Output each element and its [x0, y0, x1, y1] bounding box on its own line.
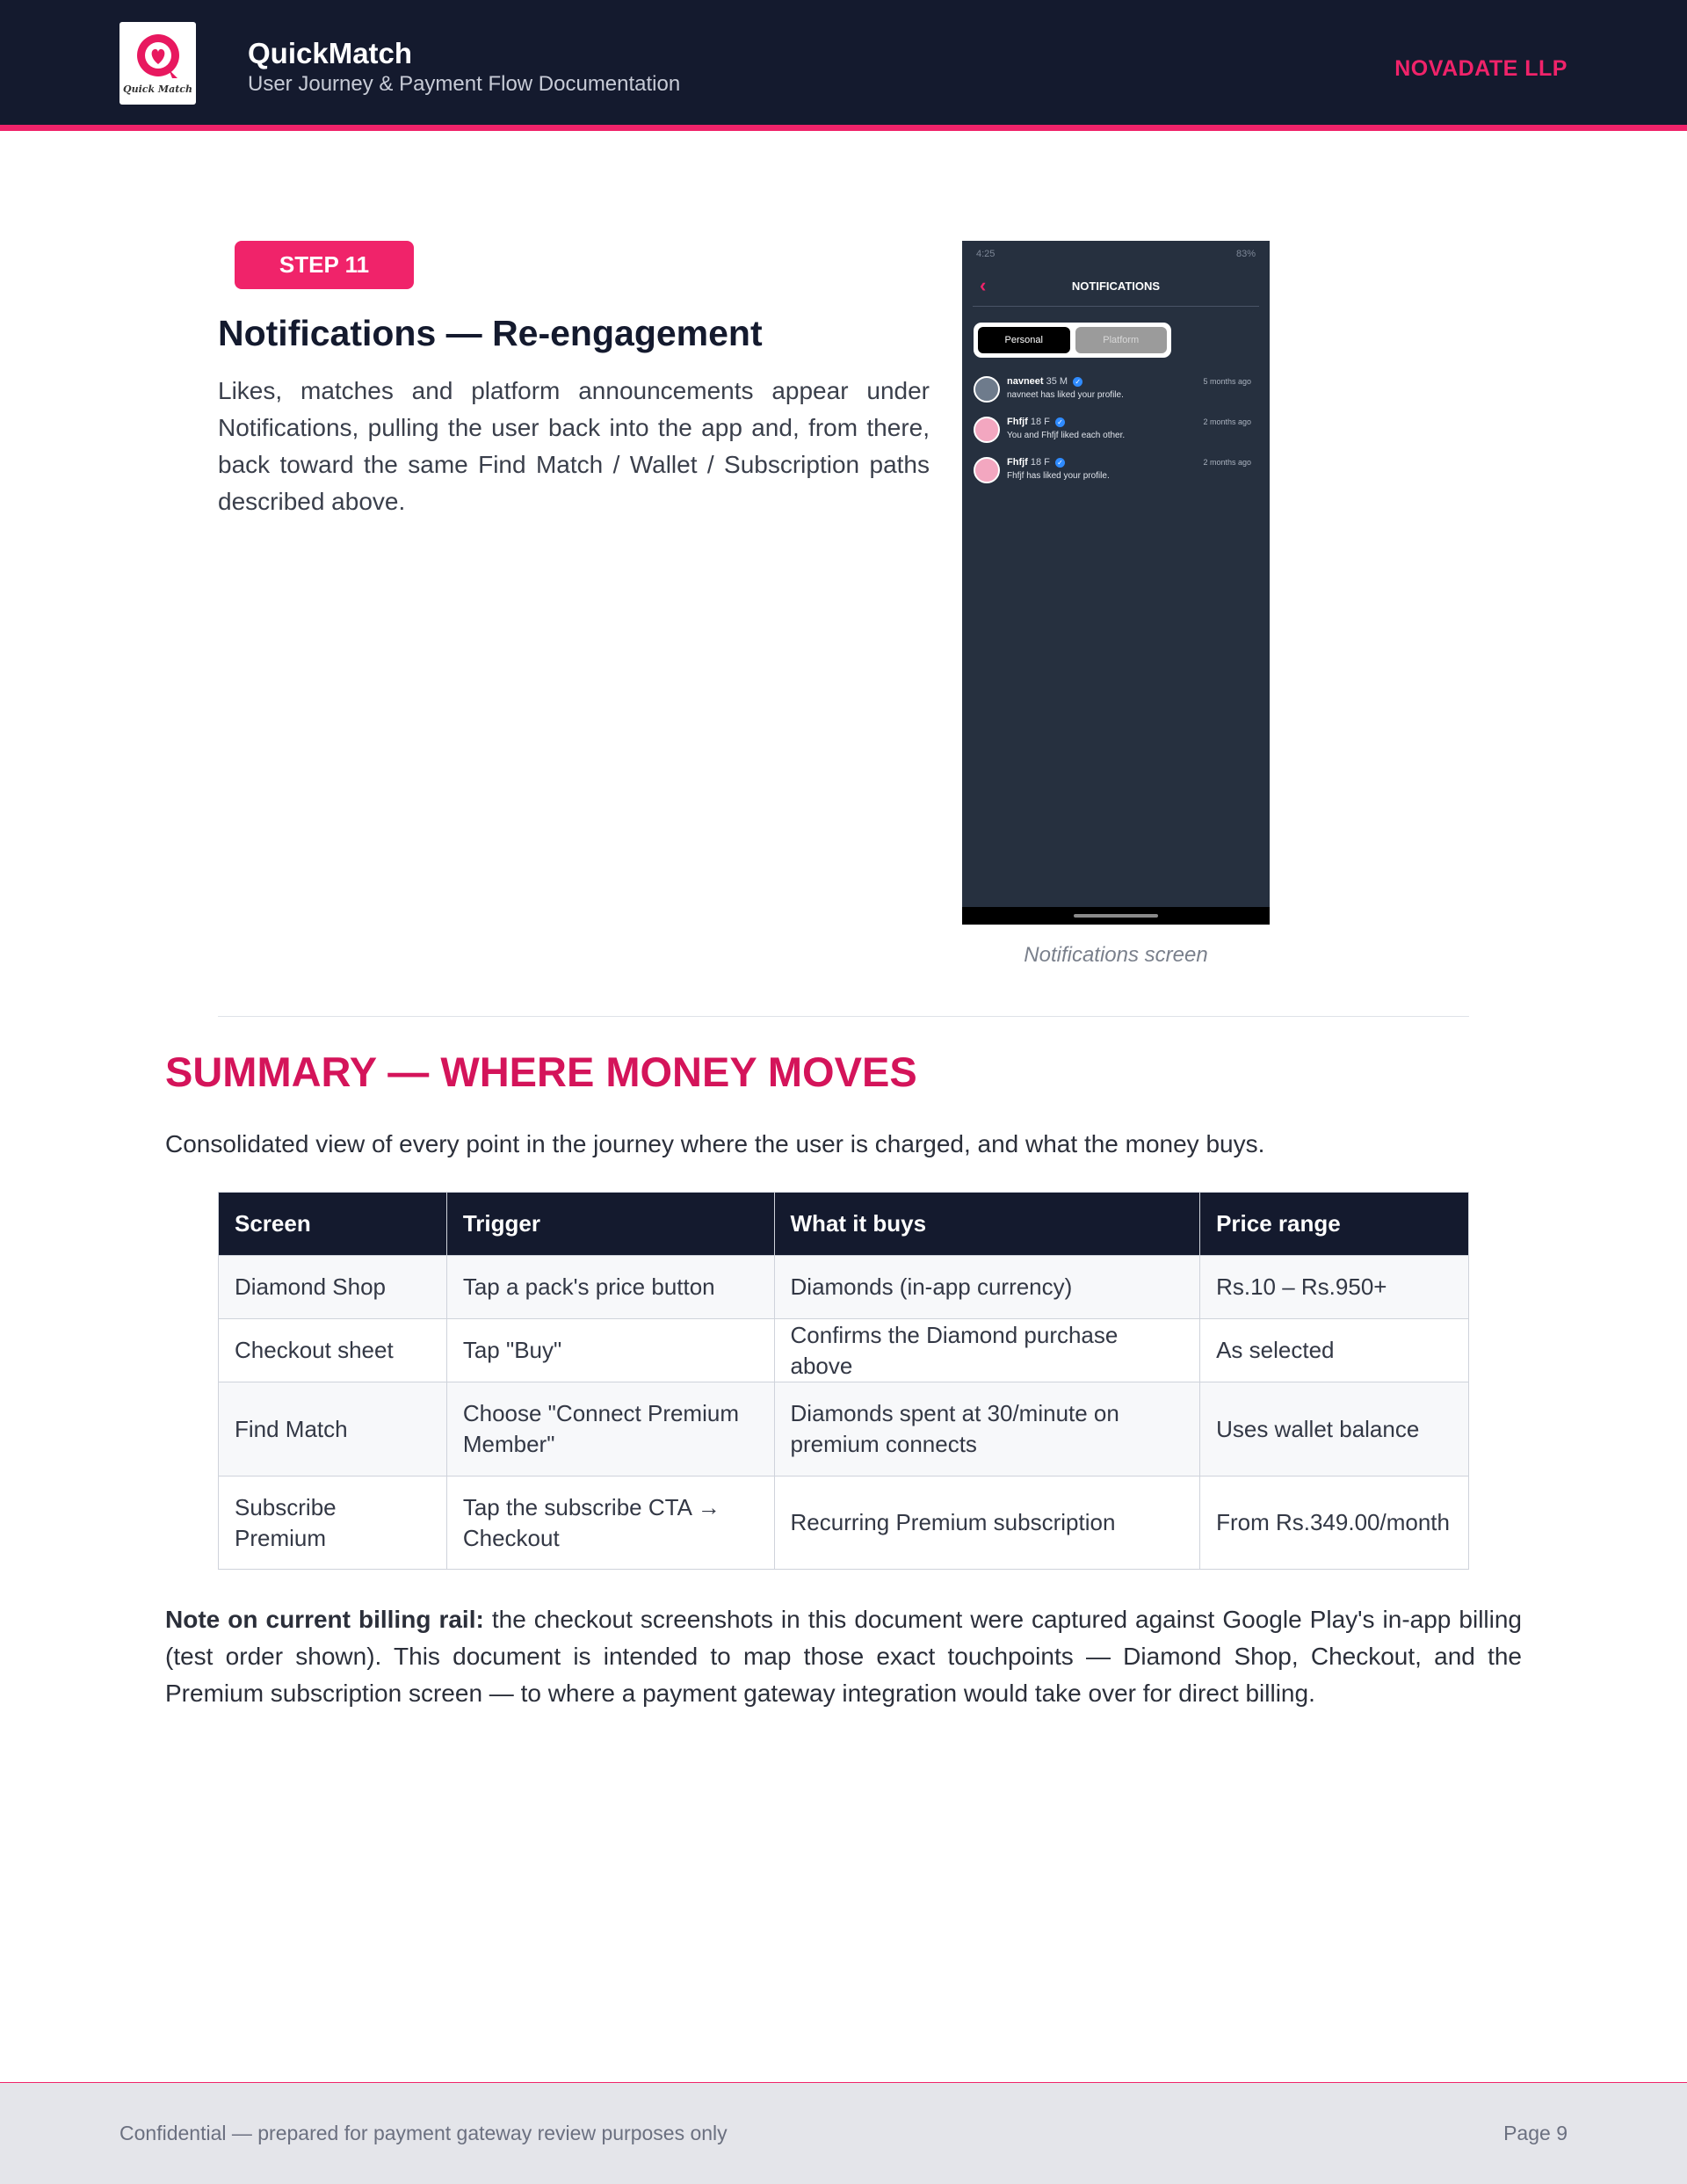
doc-subtitle: User Journey & Payment Flow Documentation — [248, 72, 681, 96]
billing-note — [165, 1601, 1522, 1712]
notification-text: You and Fhfjf liked each other. — [1007, 431, 1126, 440]
step-badge: STEP 11 — [235, 241, 414, 289]
back-arrow-icon[interactable]: ‹ — [980, 274, 987, 296]
logo-wordmark: Quick Match — [123, 83, 192, 95]
notification-text: Fhfjf has liked your profile. — [1007, 471, 1110, 481]
status-time: 4:25 — [976, 249, 996, 259]
section-divider — [218, 1016, 1469, 1017]
phone-screen-title: NOTIFICATIONS — [1071, 279, 1161, 293]
table-cell: From Rs.349.00/month — [1200, 1477, 1469, 1570]
notification-user-name: navneet — [1007, 376, 1044, 387]
status-battery: 83% — [1235, 249, 1256, 259]
notification-user-meta: 18 F — [1030, 417, 1050, 427]
tab-personal[interactable]: Personal — [978, 327, 1070, 353]
column-header: Price range — [1200, 1193, 1469, 1256]
table-row — [219, 1382, 1469, 1477]
confidentiality-notice: Confidential — prepared for payment gateway review purposes only — [119, 2122, 728, 2144]
screenshot-caption: Notifications screen — [1024, 943, 1208, 967]
tab-platform[interactable]: Platform — [1075, 327, 1168, 353]
table-cell: Subscribe Premium — [219, 1477, 447, 1570]
notification-item[interactable] — [974, 373, 1260, 408]
table-cell: Diamond Shop — [219, 1256, 447, 1319]
notifications-screenshot — [962, 241, 1270, 925]
avatar — [974, 417, 1000, 443]
step-title: Notifications — Re-engagement — [218, 313, 763, 353]
phone-status-bar — [962, 241, 1270, 267]
money-flow-table — [218, 1192, 1469, 1570]
column-header: What it buys — [774, 1193, 1200, 1256]
notification-time: 2 months ago — [1203, 458, 1251, 467]
table-cell: Diamonds (in-app currency) — [774, 1256, 1200, 1319]
table-cell: Recurring Premium subscription — [774, 1477, 1200, 1570]
table-cell: Choose "Connect Premium Member" — [446, 1382, 774, 1477]
notification-item[interactable] — [974, 413, 1260, 448]
table-cell: Checkout sheet — [219, 1319, 447, 1382]
billing-note-text: the checkout screenshots in this document were captured against Google Play's in-app billing (test order shown). This document is intended to map those exact touchpoints — Diamond Shop, Checkout, and the Premium subscription screen — to where a payment gateway integration would take over for direct billing. — [165, 1606, 1522, 1707]
notification-tabs — [974, 323, 1171, 358]
header-accent-bar — [0, 125, 1687, 131]
table-row — [219, 1319, 1469, 1382]
billing-note-label: Note on current billing rail: — [165, 1606, 484, 1633]
table-row — [219, 1477, 1469, 1570]
quickmatch-logo — [119, 22, 196, 105]
table-cell: Tap a pack's price button — [446, 1256, 774, 1319]
table-cell: Rs.10 – Rs.950+ — [1200, 1256, 1469, 1319]
column-header: Trigger — [446, 1193, 774, 1256]
table-cell: Uses wallet balance — [1200, 1382, 1469, 1477]
phone-divider — [973, 306, 1259, 307]
notification-user-meta: 35 M — [1046, 376, 1068, 387]
table-header-row — [219, 1193, 1469, 1256]
page-number: Page 9 — [1503, 2122, 1568, 2144]
table-cell: Find Match — [219, 1382, 447, 1477]
verified-check-icon: ✓ — [1073, 377, 1082, 387]
notification-user-meta: 18 F — [1030, 457, 1050, 468]
notification-item[interactable] — [974, 453, 1260, 489]
avatar — [974, 457, 1000, 483]
table-cell: Tap "Buy" — [446, 1319, 774, 1382]
heart-logo-icon — [134, 33, 183, 82]
summary-heading: SUMMARY — WHERE MONEY MOVES — [165, 1048, 917, 1095]
avatar — [974, 376, 1000, 403]
table-cell: As selected — [1200, 1319, 1469, 1382]
verified-check-icon: ✓ — [1055, 458, 1065, 468]
table-cell: Tap the subscribe CTA → Checkout — [446, 1477, 774, 1570]
step-description: Likes, matches and platform announcements appear under Notifications, pulling the user back into the app and, from there, back toward the same Find Match / Wallet / Subscription paths described above. — [218, 377, 930, 515]
phone-nav-bar — [962, 907, 1270, 925]
notification-text: navneet has liked your profile. — [1007, 390, 1124, 400]
phone-app-bar — [962, 267, 1270, 306]
table-cell: Confirms the Diamond purchase above — [774, 1319, 1200, 1382]
notification-user-name: Fhfjf — [1007, 457, 1028, 468]
summary-intro: Consolidated view of every point in the journey where the user is charged, and what the money buys. — [165, 1130, 1265, 1157]
column-header: Screen — [219, 1193, 447, 1256]
verified-check-icon: ✓ — [1055, 417, 1065, 427]
company-name: NOVADATE LLP — [1394, 56, 1568, 81]
notification-time: 2 months ago — [1203, 417, 1251, 426]
notification-user-name: Fhfjf — [1007, 417, 1028, 427]
table-row — [219, 1256, 1469, 1319]
table-cell: Diamonds spent at 30/minute on premium connects — [774, 1382, 1200, 1477]
app-title: QuickMatch — [248, 37, 413, 69]
notification-time: 5 months ago — [1203, 377, 1251, 386]
home-indicator[interactable] — [1074, 914, 1158, 918]
